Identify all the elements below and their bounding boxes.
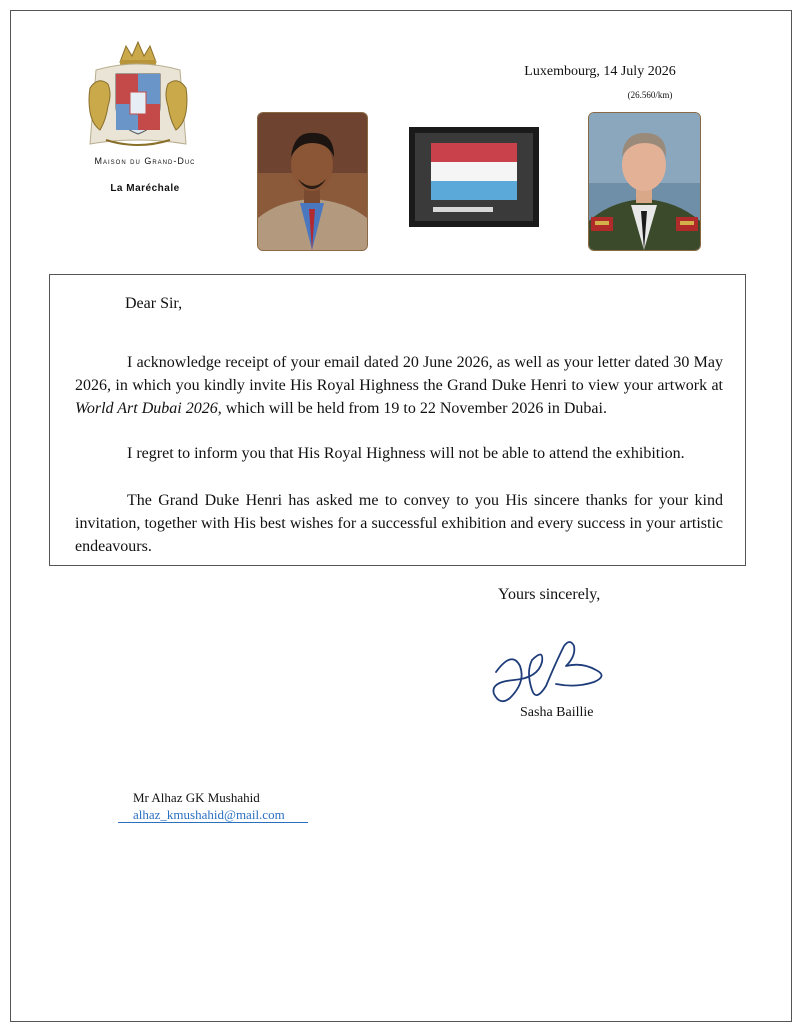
portrait-photo-right (588, 112, 701, 251)
handwritten-signature (486, 632, 616, 712)
closing-phrase: Yours sincerely, (498, 586, 601, 603)
coat-of-arms-icon (76, 40, 200, 152)
letter-date: Luxembourg, 14 July 2026 (524, 64, 676, 79)
reference-number: (26.560/km) (627, 90, 673, 100)
letter-paragraph-2: I regret to inform you that His Royal Highness will not be able to attend the exhibition. (127, 445, 685, 462)
paragraph-1-tail: , which will be held from 19 to 22 November 2026 in Dubai. (217, 400, 607, 417)
portrait-photo-left (257, 112, 368, 251)
recipient-name: Mr Alhaz GK Mushahid (133, 790, 260, 805)
office-name: La Maréchale (110, 183, 180, 194)
salutation: Dear Sir, (125, 295, 183, 312)
event-name: World Art Dubai 2026 (75, 400, 218, 417)
signer-name: Sasha Baillie (520, 705, 594, 720)
letter-paragraph-1 (75, 351, 723, 420)
house-name: Maison du Grand-Duc (94, 156, 196, 166)
paragraph-1-text: I acknowledge receipt of your email dated 20 June 2026, as well as your letter dated 30 May 2026, in which you kindly invite His Royal Highness the Grand Duke Henri to view your artwork at (75, 354, 723, 394)
framed-flag-photo (409, 127, 539, 227)
letter-body-box (49, 274, 746, 566)
letter-paragraph-3: The Grand Duke Henri has asked me to convey to you His sincere thanks for your kind invitation, together with His best wishes for a successful exhibition and every success in your artistic endeavours. (75, 492, 723, 555)
email-underline (118, 822, 308, 823)
recipient-email-link[interactable]: alhaz_kmushahid@mail.com (133, 807, 285, 822)
